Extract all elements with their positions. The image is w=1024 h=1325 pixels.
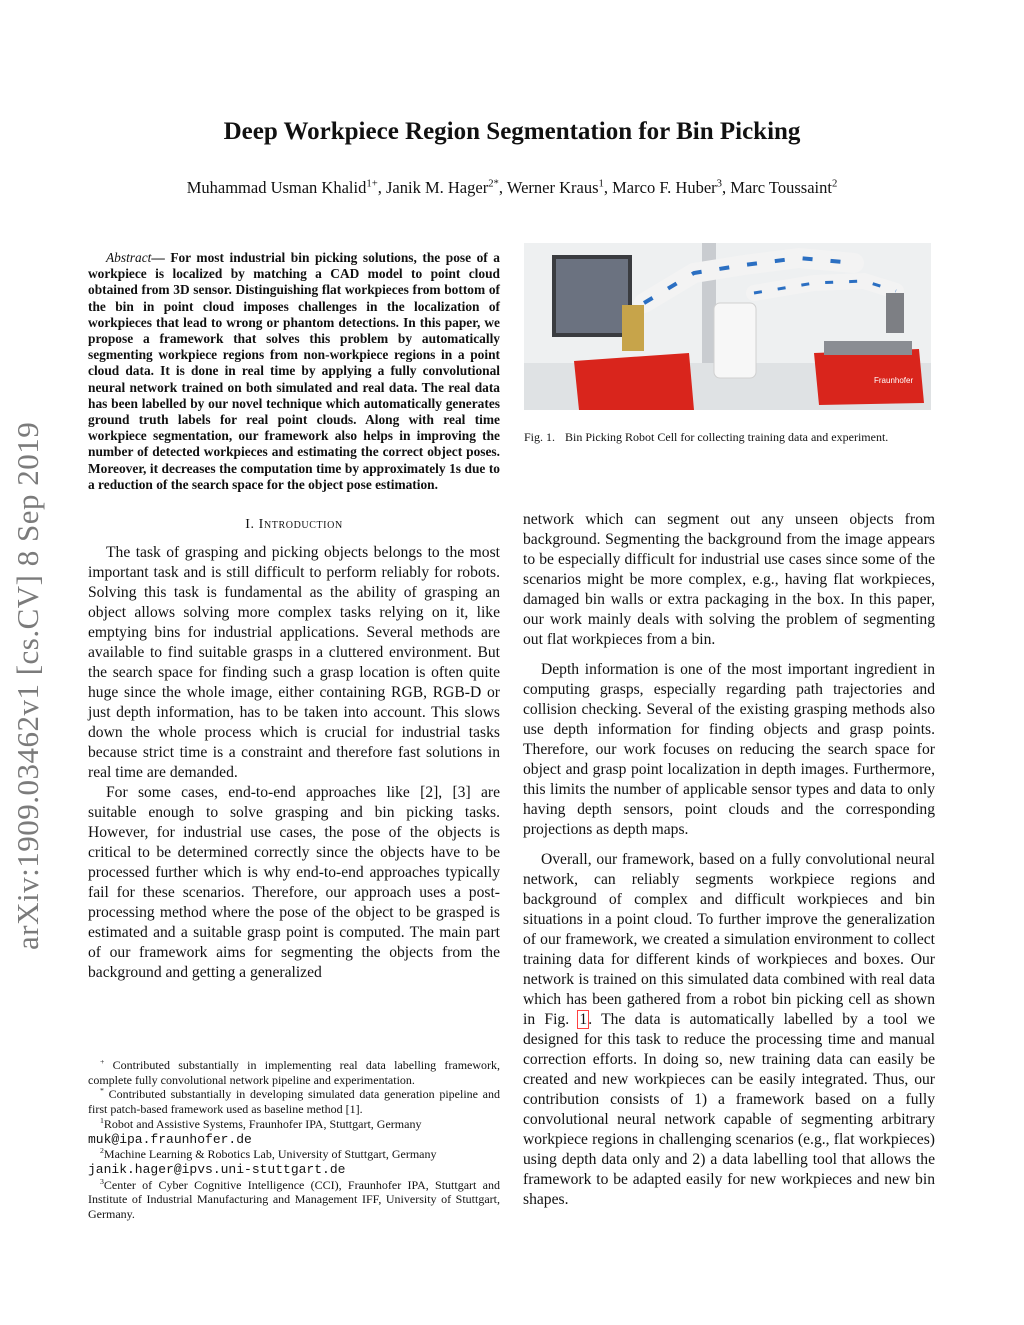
left-column: [88, 250, 500, 983]
gripper-left: [622, 305, 644, 351]
figure-label: Fig. 1.: [524, 430, 556, 444]
footnote-affiliation-2: [88, 1147, 500, 1162]
author-name: Marco F. Huber: [612, 178, 717, 197]
body-paragraph: [523, 850, 935, 1210]
figure-1-photo: [524, 243, 931, 410]
abstract-text: For most industrial bin picking solutions, the pose of a workpiece is localized by matching a CAD model to point cloud obtained from 3D sensor. Distinguishing flat workpieces from bottom of the bin in point cloud imposes challenges in the localization of workpieces that lead to wrong or phantom detections. In this paper, we propose a framework that solves this problem by automatically segmenting workpiece regions from non-workpiece regions in a point cloud data. It is done in real time by applying a fully convolutional neural network trained on both simulated and real data. The real data has been labelled by our novel technique which automatically generates ground truth labels for real point clouds. Along with real time workpiece segmentation, our framework also helps in improving the number of detected workpieces and estimating the correct object poses. Moreover, it decreases the computation time by approximately 1s due to a reduction of the search space for the object pose estimation.: [88, 250, 500, 492]
footnote-email-1[interactable]: [88, 1132, 500, 1148]
author-name: Marc Toussaint: [730, 178, 832, 197]
section-heading-introduction: I. Introduction: [245, 517, 343, 533]
footnote-text: Center of Cyber Cognitive Intelligence (CCI), Fraunhofer IPA, Stuttgart and Institute of Industrial Manufacturing and Management IFF, University of Stuttgart, Germany.: [88, 1177, 500, 1222]
right-column: [523, 510, 935, 1210]
author-name: Muhammad Usman Khalid: [186, 178, 367, 197]
figure-reference-link[interactable]: 1: [579, 1011, 588, 1028]
intro-paragraph: For some cases, end-to-end approaches like [2], [3] are suitable enough to solve grasping and bin picking tasks. However, for industrial use cases, the pose of the objects is critical to be determined correctly since the objects have to be processed further which is why end-to-end approaches typically fail for these scenarios. Therefore, our approach uses a post-processing method where the pose of the object to be grasped is estimated and a suitable grasp point is computed. The main part of our framework aims for segmenting the objects from the background and getting a generalized: [88, 784, 500, 982]
red-bin-left: [574, 353, 694, 410]
author-affiliation-mark: 2: [831, 177, 838, 190]
author-affiliation-mark: 1+: [366, 177, 378, 190]
author-name: Werner Kraus: [506, 178, 599, 197]
author-email-link[interactable]: janik.hager@ipvs.uni-stuttgart.de: [88, 1161, 346, 1177]
abstract-label: Abstract: [106, 250, 152, 265]
body-paragraph: network which can segment out any unseen objects from background. Segmenting the background from the image appears to be especially difficult for industrial use cases since some of the scenarios might be more complex, e.g., having flat workpieces, damaged bin walls or extra packaging in the box. In this paper, our work mainly deals with solving the problem of segmenting out flat workpieces from a bin.: [523, 511, 935, 648]
footnote-affiliation-3: [88, 1178, 500, 1222]
paragraph-text: Overall, our framework, based on a fully convolutional neural network, can reliably segments workpiece regions and background of complex and difficult workpieces and bin situations in a point cloud. To further improve the generalization of our framework, we created a simulation environment to collect training data for different kinds of workpieces and boxes. Our network is trained on this simulated data combined with real data which has been gathered from a robot bin picking cell as shown in Fig.: [523, 851, 935, 1028]
author-affiliation-mark: 1: [598, 177, 604, 190]
robot-base: [714, 303, 756, 378]
author-name: Janik M. Hager: [386, 178, 489, 197]
body-paragraph: Depth information is one of the most important ingredient in computing grasps, especially regarding path trajectories and collision checking. Several of the existing grasping methods also use depth information for finding objects and grasp points. Therefore, our work focuses on reducing the search space for object and grasp point localization in depth images. Furthermore, this limits the number of applicable sensor types and data to only having depth sensors, point clouds and the corresponding projections as depth maps.: [523, 661, 935, 838]
footnote-text: Machine Learning & Robotics Lab, University of Stuttgart, Germany: [103, 1147, 437, 1162]
footnote-text: Contributed substantially in implementing real data labelling framework, complete fully convolutional network pipeline and experimentation.: [88, 1058, 501, 1087]
figure-1-caption: [524, 430, 936, 445]
footnote-affiliation-1: [88, 1117, 500, 1132]
footnote-email-2[interactable]: [88, 1162, 500, 1178]
gripper-right: [886, 293, 904, 333]
workpieces-pile: [824, 341, 912, 355]
footnote-contribution-1: [88, 1058, 500, 1087]
footnote-mark: 2: [100, 1146, 104, 1156]
footnote-text: Contributed substantially in developing simulated data generation pipeline and first patch-based framework used as baseline method [1].: [88, 1087, 500, 1117]
author-list: Muhammad Usman Khalid$^{1+}$, Janik M. Hager$^{2*}$, Werner Kraus$^1$, Marco F. Huber$^3$, Marc Toussaint$^2$: [186, 177, 838, 197]
bin-logo-text: Fraunhofer: [874, 376, 914, 385]
author-affiliation-mark: 2*: [488, 177, 499, 190]
footnote-mark: 1: [100, 1115, 104, 1125]
figure-caption-text: Bin Picking Robot Cell for collecting training data and experiment.: [565, 430, 889, 444]
footnote-mark: *: [100, 1086, 104, 1096]
footnote-contribution-2: [88, 1087, 500, 1116]
footnote-mark: +: [100, 1057, 105, 1066]
author-email-link[interactable]: muk@ipa.fraunhofer.de: [88, 1131, 252, 1147]
intro-paragraph: The task of grasping and picking objects belongs to the most important task and is still difficult to perform reliably for robots. Solving this task is fundamental as the ability of grasping an object allows solving more complex tasks relying on it, like emptying bins for industrial applications. Several methods are available to find suitable grasps in a cluttered environment. But the search space for finding such a grasp location is often quite huge since the whole image, either containing RGB, RGB-D or just depth information, has to be taken into account. This slows down the whole process which is crucial for industrial tasks because strict time is a constraint and therefore fast solutions in real time are demanded.: [88, 544, 500, 782]
footnotes: [88, 1058, 500, 1222]
footnote-text: Robot and Assistive Systems, Fraunhofer IPA, Stuttgart, Germany: [103, 1116, 422, 1131]
robot-cell-illustration: [524, 243, 931, 410]
footnote-mark: 3: [100, 1176, 104, 1186]
abstract: Abstract— For most industrial bin picking solutions, the pose of a workpiece is localized by matching a CAD model to point cloud obtained from 3D sensor. Distinguishing flat workpieces from bottom of the bin in point cloud imposes challenges in the localization of workpieces that lead to wrong or phantom detections. In this paper, we propose a framework that solves this problem by automatically segmenting workpiece regions from non-workpiece regions in a point cloud data. It is done in real time by applying a fully convolutional neural network trained on both simulated and real data. The real data has been labelled by our novel technique which automatically generates ground truth labels for real point clouds. Along with real time workpiece segmentation, our framework also helps in improving the number of detected workpieces and estimating the correct object poses. Moreover, it decreases the computation time by approximately 1s due to a reduction of the search space for the object pose estimation.: [88, 250, 500, 492]
paragraph-text: . The data is automatically labelled by a tool we designed for this task to reduce the processing time and manual correction efforts. In doing so, new training data can easily be created and new workpieces can be easily integrated. Thus, our contribution consists of 1) a framework based on a fully convolutional neural network capable of segmenting arbitrary workpiece regions in challenging scenarios (e.g., flat workpieces) using depth data only and 2) a data labelling tool that allows the framework to be adapted easily for new workpieces and new bin shapes.: [523, 1011, 936, 1208]
arxiv-stamp: arXiv:1909.03462v1 [cs.CV] 8 Sep 2019: [10, 421, 45, 950]
paper-title: Deep Workpiece Region Segmentation for Bin Picking: [223, 118, 801, 145]
author-affiliation-mark: 3: [716, 177, 723, 190]
